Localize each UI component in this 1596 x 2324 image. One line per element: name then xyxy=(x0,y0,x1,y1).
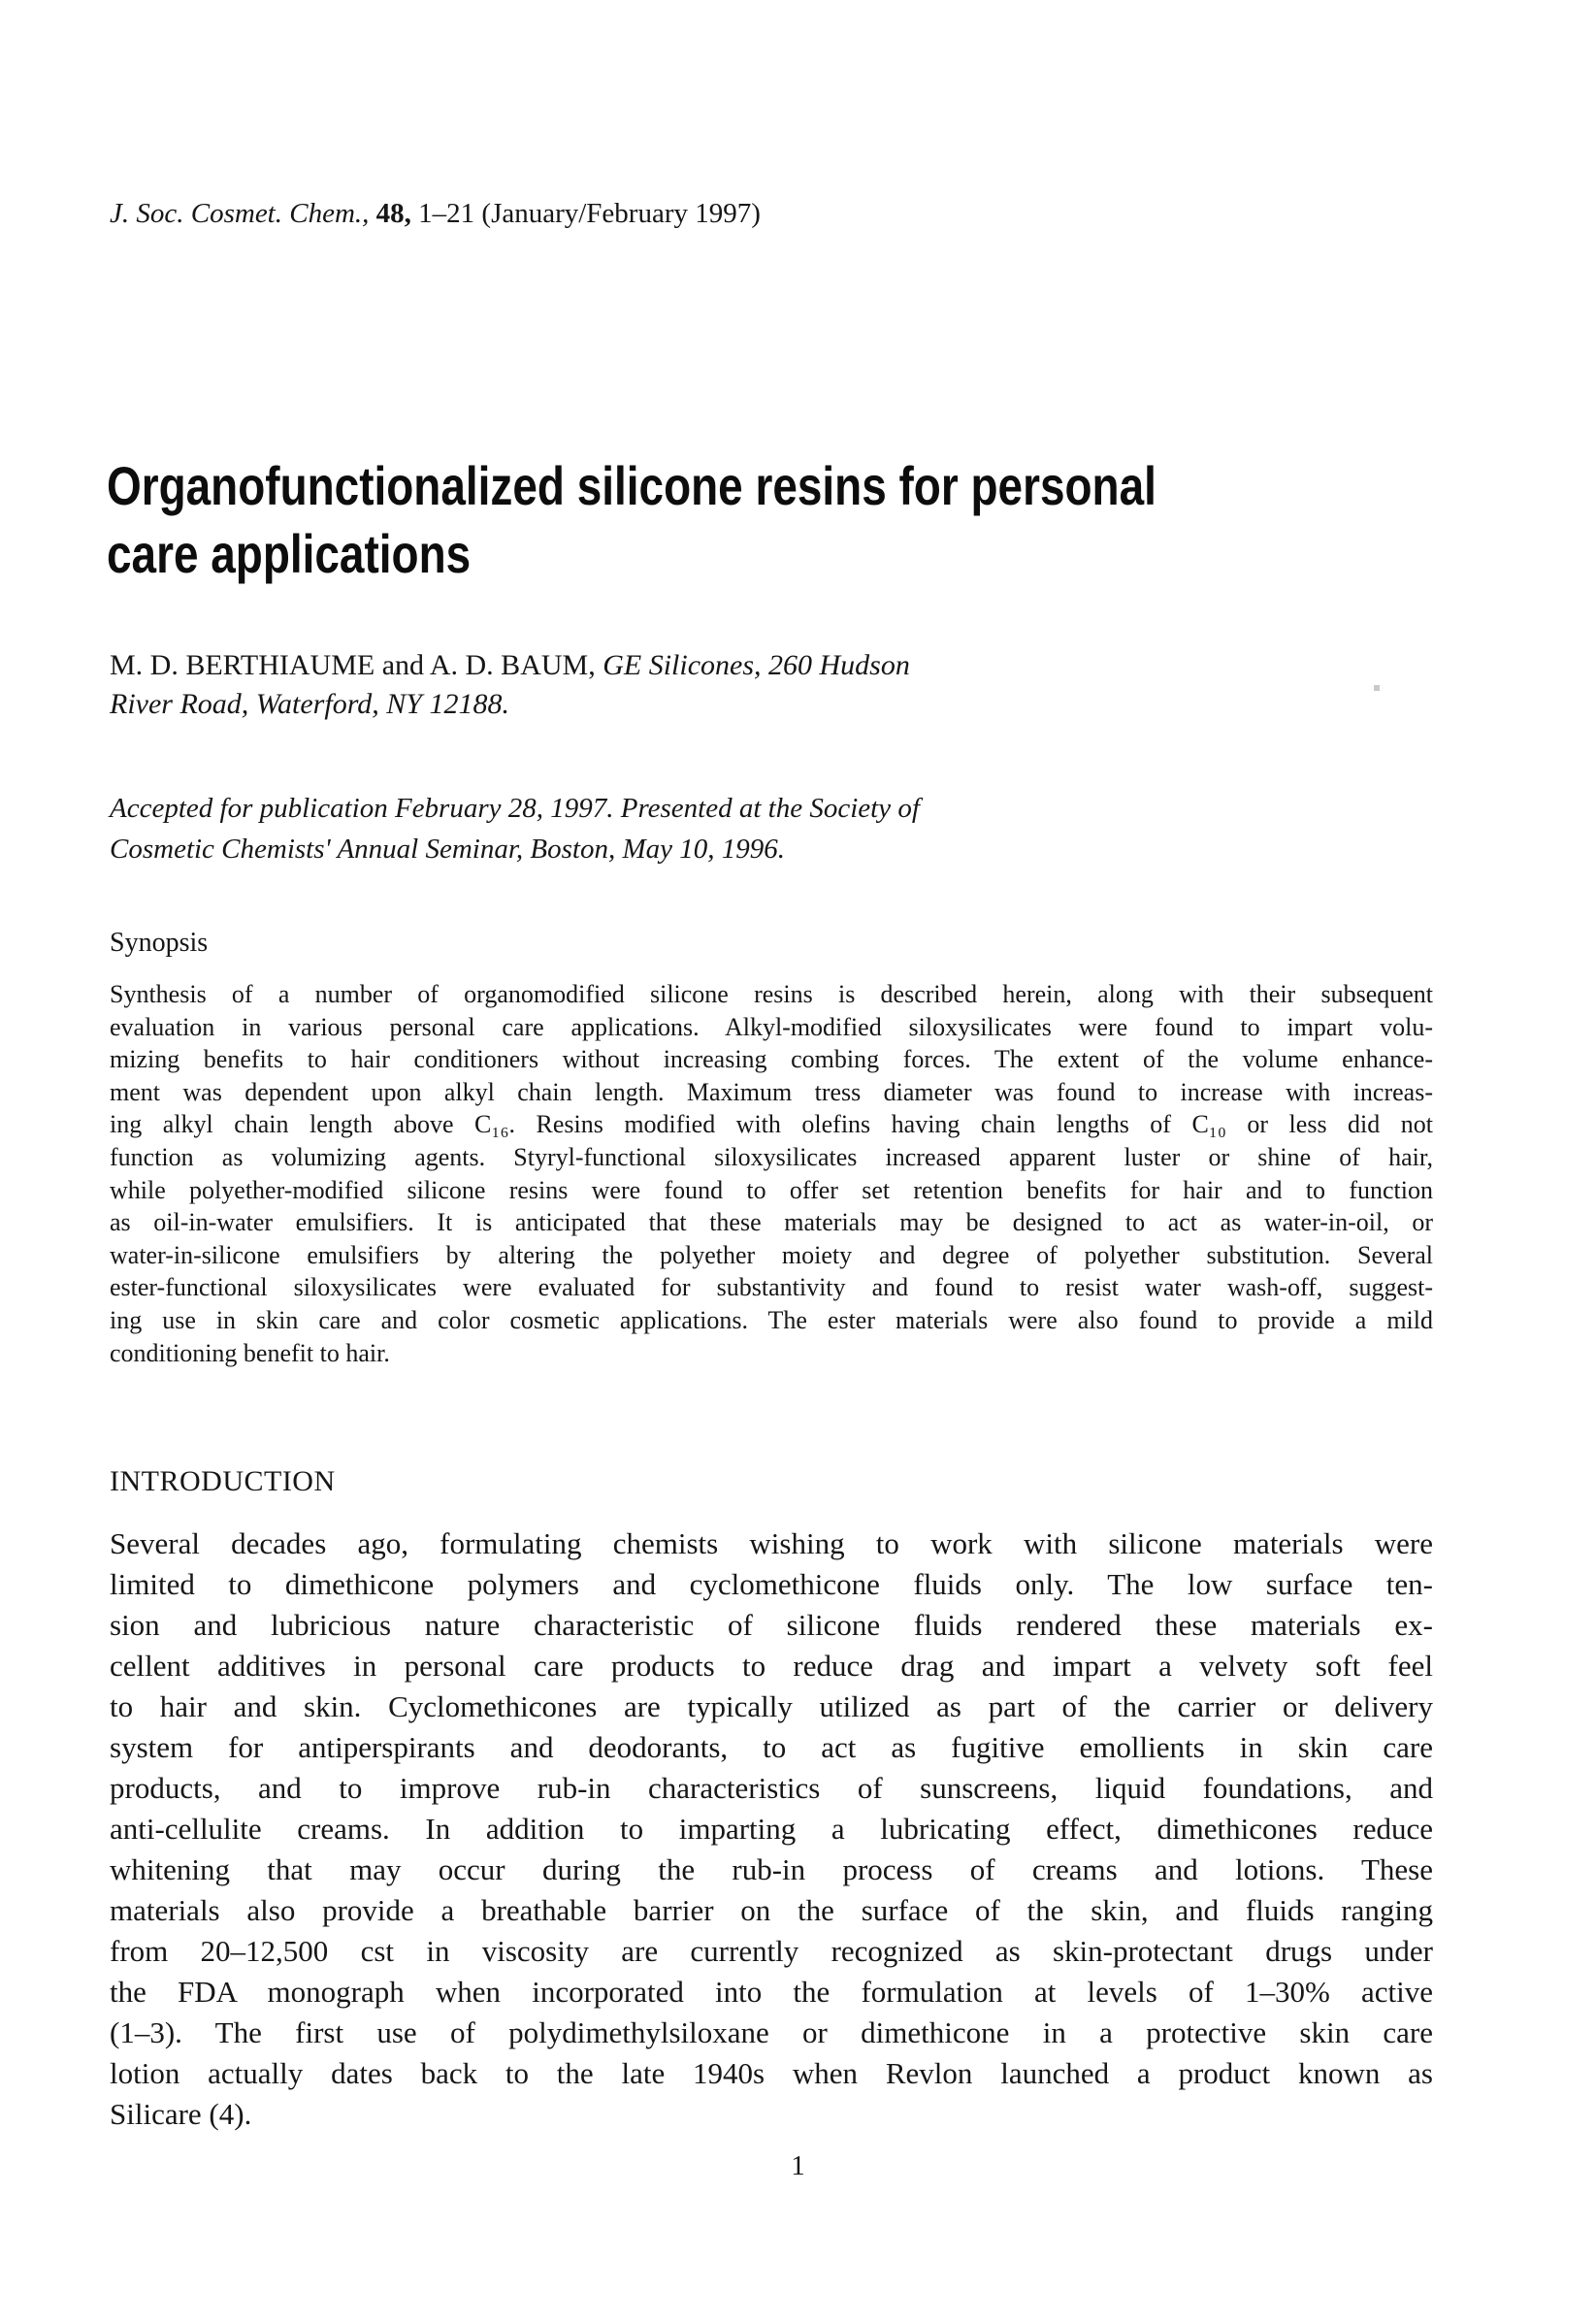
text-line: anti-cellulite creams. In addition to imparting a lubricating effect, dimethicones reduce xyxy=(110,1812,1433,1846)
synopsis-body xyxy=(110,978,1433,1369)
acceptance-line1: Accepted for publication February 28, 1997. Presented at the Society of xyxy=(110,793,920,824)
text-line: from 20–12,500 cst in viscosity are currently recognized as skin-protectant drugs under xyxy=(110,1934,1433,1968)
text-line: Several decades ago, formulating chemists wishing to work with silicone materials were xyxy=(110,1526,1433,1560)
text-line: water-in-silicone emulsifiers by altering the polyether moiety and degree of polyether substitution. Several xyxy=(110,1240,1433,1269)
journal-citation xyxy=(110,196,761,231)
introduction-heading: INTRODUCTION xyxy=(110,1465,336,1497)
text-line: to hair and skin. Cyclomethicones are typically utilized as part of the carrier or delivery xyxy=(110,1689,1433,1723)
text-line: products, and to improve rub-in characteristics of sunscreens, liquid foundations, and xyxy=(110,1771,1433,1805)
text-line: mizing benefits to hair conditioners without increasing combing forces. The extent of the volume enhance- xyxy=(110,1045,1433,1074)
author-names: M. D. BERTHIAUME and A. D. BAUM, xyxy=(110,649,603,681)
article-title-line2: care applications xyxy=(107,523,472,584)
article-title-line1: Organofunctionalized silicone resins for personal xyxy=(107,455,1156,516)
page-number: 1 xyxy=(791,2150,805,2181)
acceptance-note xyxy=(110,788,920,869)
text-line: conditioning benefit to hair. xyxy=(110,1338,390,1367)
text-line: the FDA monograph when incorporated into the formulation at levels of 1–30% active xyxy=(110,1975,1433,2009)
text-line: system for antiperspirants and deodorants, to act as fugitive emollients in skin care xyxy=(110,1730,1433,1764)
text-line: function as volumizing agents. Styryl-functional siloxysilicates increased apparent luster or shine of hair, xyxy=(110,1142,1433,1171)
text-line: Silicare (4). xyxy=(110,2097,252,2131)
volume-number: 48, xyxy=(375,198,419,229)
pages-and-date: 1–21 (January/February 1997) xyxy=(418,198,761,229)
text-line: (1–3). The first use of polydimethylsiloxane or dimethicone in a protective skin care xyxy=(110,2015,1433,2049)
text-line: ing alkyl chain length above C₁₆. Resins modified with olefins having chain lengths of C₁₀ or less did not xyxy=(110,1110,1433,1139)
affiliation-part2: River Road, Waterford, NY 12188. xyxy=(110,688,509,720)
text-line: ing use in skin care and color cosmetic applications. The ester materials were also found to provide a mild xyxy=(110,1305,1433,1334)
author-line1 xyxy=(110,646,910,685)
text-line: while polyether-modified silicone resins were found to offer set retention benefits for hair and to function xyxy=(110,1175,1433,1204)
article-title xyxy=(107,452,1386,588)
text-line: ester-functional siloxysilicates were evaluated for substantivity and found to resist water wash-off, suggest- xyxy=(110,1273,1433,1302)
journal-abbreviation: J. Soc. Cosmet. Chem., xyxy=(110,198,376,229)
text-line: sion and lubricious nature characteristic of silicone fluids rendered these materials ex- xyxy=(110,1608,1433,1642)
text-line: materials also provide a breathable barrier on the surface of the skin, and fluids ranging xyxy=(110,1893,1433,1927)
acceptance-line2: Cosmetic Chemists' Annual Seminar, Boston, May 10, 1996. xyxy=(110,834,785,865)
text-line: ment was dependent upon alkyl chain length. Maximum tress diameter was found to increase with increas- xyxy=(110,1077,1433,1106)
synopsis-heading: Synopsis xyxy=(110,928,209,958)
affiliation-part1: GE Silicones, 260 Hudson xyxy=(603,649,910,681)
text-line: Synthesis of a number of organomodified silicone resins is described herein, along with their subsequent xyxy=(110,980,1433,1008)
author-block xyxy=(110,646,910,724)
text-line: as oil-in-water emulsifiers. It is anticipated that these materials may be designed to act as water-in-oil, or xyxy=(110,1208,1433,1237)
text-line: whitening that may occur during the rub-in process of creams and lotions. These xyxy=(110,1852,1433,1886)
text-line: evaluation in various personal care applications. Alkyl-modified siloxysilicates were found to impart volu- xyxy=(110,1012,1433,1041)
introduction-body xyxy=(110,1523,1433,2135)
text-line: lotion actually dates back to the late 1940s when Revlon launched a product known as xyxy=(110,2056,1433,2090)
scan-artifact-speck xyxy=(1374,685,1380,691)
text-line: cellent additives in personal care products to reduce drag and impart a velvety soft feel xyxy=(110,1649,1433,1683)
text-line: limited to dimethicone polymers and cyclomethicone fluids only. The low surface ten- xyxy=(110,1567,1433,1601)
